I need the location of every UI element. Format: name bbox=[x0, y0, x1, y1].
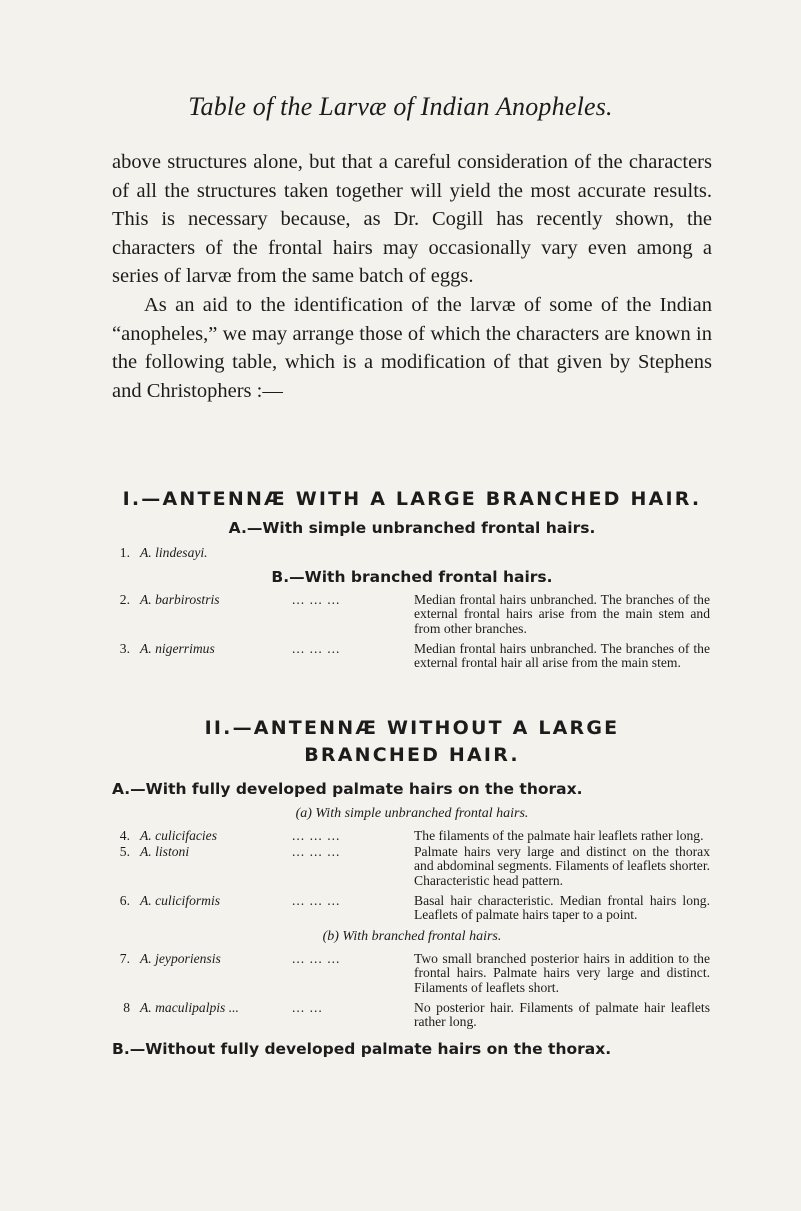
leader-dots: ... ... bbox=[292, 1000, 323, 1015]
entry-number: 4. bbox=[119, 828, 130, 843]
species-description: Median frontal hairs unbranched. The branches of the external frontal hairs arise from the main stem and from other branches. bbox=[414, 592, 710, 636]
section-2-heading-line-1: II.—ANTENNÆ WITHOUT A LARGE bbox=[204, 717, 620, 739]
section-1-heading: I.—ANTENNÆ WITH A LARGE BRANCHED HAIR. bbox=[122, 488, 702, 510]
leader-dots: ... ... ... bbox=[292, 641, 341, 656]
entry-number: 5. bbox=[119, 844, 130, 859]
section-2b-heading: B.—Without fully developed palmate hairs on the thorax. bbox=[112, 1040, 612, 1058]
species-description: Basal hair characteristic. Median frontal hairs long. Leaflets of palmate hairs taper to a point. bbox=[414, 893, 710, 923]
species-name: A. barbirostris bbox=[140, 592, 220, 607]
running-head: Table of the Larvæ of Indian Anopheles. bbox=[188, 92, 613, 121]
leader-dots: ... ... ... bbox=[292, 828, 341, 843]
intro-paragraph-2: As an aid to the identification of the larvæ of some of the Indian “anopheles,” we may arrange those of which the characters are known in the following table, which is a modification of that given by Stephens and Christophers :— bbox=[112, 293, 712, 402]
entry-number: 6. bbox=[119, 893, 130, 908]
entry-number: 1. bbox=[119, 545, 130, 560]
leader-dots: ... ... ... bbox=[292, 844, 341, 859]
entry-number: 7. bbox=[119, 951, 130, 966]
entry-number: 2. bbox=[119, 592, 130, 607]
leader-dots: ... ... ... bbox=[292, 951, 341, 966]
species-name: A. culiciformis bbox=[140, 893, 221, 908]
species-name: A. maculipalpis ... bbox=[140, 1000, 239, 1015]
species-name: A. culicifacies bbox=[140, 828, 218, 843]
leader-dots: ... ... ... bbox=[292, 893, 341, 908]
species-description: Two small branched posterior hairs in addition to the frontal hairs. Palmate hairs very large and distinct. Filaments of leaflets short. bbox=[414, 951, 710, 995]
leader-dots: ... ... ... bbox=[292, 592, 341, 607]
species-description: No posterior hair. Filaments of palmate hair leaflets rather long. bbox=[414, 1000, 710, 1030]
section-1a-heading: A.—With simple unbranched frontal hairs. bbox=[228, 519, 596, 537]
species-name: A. jeyporiensis bbox=[140, 951, 221, 966]
section-2a-b-heading: (b) With branched frontal hairs. bbox=[322, 929, 502, 944]
species-description: Median frontal hairs unbranched. The branches of the external frontal hair all arise from the main stem. bbox=[414, 641, 710, 671]
species-name: A. lindesayi. bbox=[140, 545, 208, 560]
intro-paragraph-1: above structures alone, but that a careful consideration of the characters of all the structures taken together will yield the most accurate results. This is necessary because, as Dr. Cogill has recently shown, the characters of the frontal hairs may occasionally vary even among a series of larvæ from the same batch of eggs. bbox=[112, 151, 712, 288]
species-description: The filaments of the palmate hair leaflets rather long. bbox=[414, 828, 704, 843]
intro-text bbox=[112, 148, 712, 405]
section-2a-a-heading: (a) With simple unbranched frontal hairs. bbox=[295, 806, 529, 821]
entry-number: 3. bbox=[119, 641, 130, 656]
section-2-heading-line-2: BRANCHED HAIR. bbox=[304, 744, 520, 766]
entry-number: 8 bbox=[123, 1000, 130, 1015]
section-2a-heading: A.—With fully developed palmate hairs on the thorax. bbox=[112, 780, 583, 798]
section-1b-heading: B.—With branched frontal hairs. bbox=[271, 568, 553, 586]
species-name: A. listoni bbox=[140, 844, 190, 859]
species-name: A. nigerrimus bbox=[140, 641, 215, 656]
species-description: Palmate hairs very large and distinct on the thorax and abdominal segments. Filaments of leaflets shorter. Characteristic head pattern. bbox=[414, 844, 710, 888]
